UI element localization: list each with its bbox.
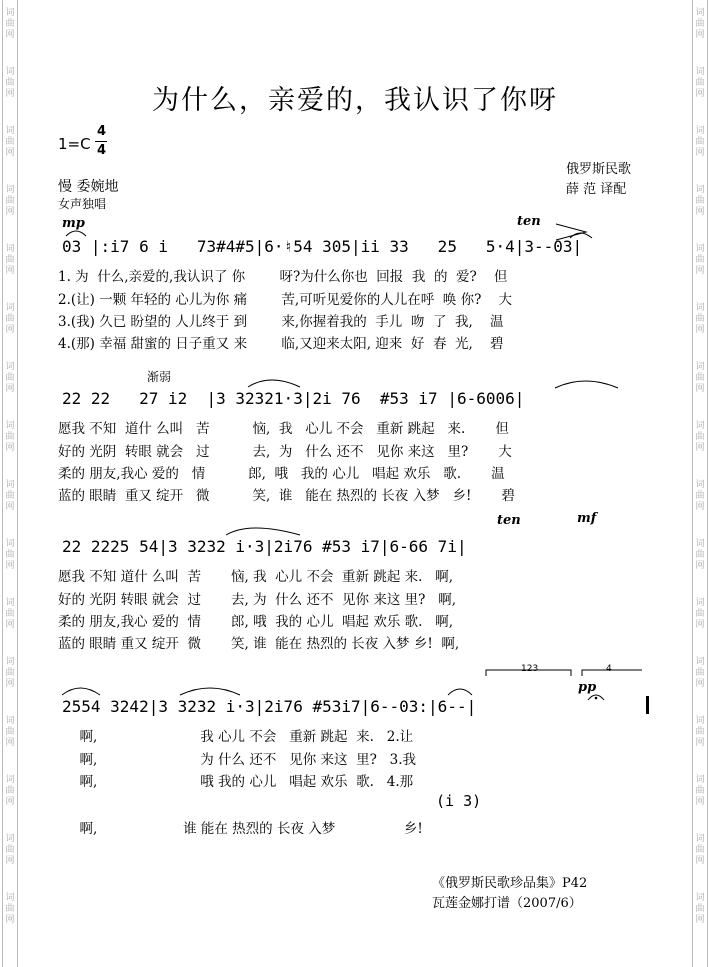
arranger: 薛 范 译配 xyxy=(566,182,627,197)
watermark-text: 词曲网 xyxy=(5,362,15,394)
volta-bracket-1 xyxy=(486,670,571,676)
notation-line: 22 22 27 i2 |3 32321·3|2i 76 #53 i7 |6-6006| xyxy=(62,389,525,408)
watermark-text: 词曲网 xyxy=(695,244,705,276)
lyric-line: 啊, 哦 我的 心儿 唱起 欢乐 歌. 4.那 xyxy=(58,774,414,790)
watermark-text: 词曲网 xyxy=(695,598,705,630)
time-signature-denominator: 4 xyxy=(97,143,107,158)
watermark-text: 词曲网 xyxy=(5,244,15,276)
tie-arc xyxy=(555,381,618,388)
watermark-text: 词曲网 xyxy=(5,539,15,571)
lyric-line: 1. 为 什么,亲爱的,我认识了 你 呀?为什么你也 回报 我 的 爱? 但 xyxy=(58,269,508,285)
lyric-line: 蓝的 眼睛 重又 绽开 微 笑, 谁 能在 热烈的 长夜 入梦 乡! 啊, xyxy=(58,636,460,652)
lyric-line: 愿我 不知 道什 么叫 苦 恼, 我 心儿 不会 重新 跳起 来. 但 xyxy=(58,421,509,437)
tempo-marking: 慢 委婉地 xyxy=(58,179,119,195)
dynamic-mp: mp xyxy=(62,216,85,231)
dynamic-pp: pp xyxy=(578,680,597,695)
tie-arc xyxy=(62,688,100,695)
alternate-notes: (i 3) xyxy=(436,792,482,810)
watermark-text: 词曲网 xyxy=(5,480,15,512)
dynamic-mf: mf xyxy=(577,511,597,526)
lyric-line: 2.(让) 一颗 年轻的 心儿为你 痛 苦,可听见爱你的人儿在呼 唤 你? 大 xyxy=(58,292,512,308)
lyric-line: 愿我 不知 道什 么叫 苦 恼, 我 心儿 不会 重新 跳起 来. 啊, xyxy=(58,569,454,585)
watermark-text: 词曲网 xyxy=(695,303,705,335)
lyric-line: 3.(我) 久已 盼望的 人儿终于 到 来,你握着我的 手儿 吻 了 我, 温 xyxy=(58,314,504,330)
watermark-text: 词曲网 xyxy=(5,834,15,866)
diminuendo-mark: 渐弱 xyxy=(147,370,172,384)
watermark-text: 词曲网 xyxy=(695,8,705,40)
watermark-text: 词曲网 xyxy=(695,67,705,99)
lyric-line: 啊, 我 心儿 不会 重新 跳起 来. 2.让 xyxy=(58,729,414,745)
lyric-line: 好的 光阴 转眼 就会 过 去, 为 什么 还不 见你 来这 里? 啊, xyxy=(58,592,457,608)
lyric-line: 4.(那) 幸福 甜蜜的 日子重又 来 临,又迎来太阳, 迎来 好 春 光, 碧 xyxy=(58,336,504,352)
voice-type: 女声独唱 xyxy=(58,197,107,211)
tie-arc xyxy=(66,231,86,236)
watermark-text: 词曲网 xyxy=(5,893,15,925)
watermark-text: 词曲网 xyxy=(695,775,705,807)
notation-line: 03 |:i7 6 i 73#4#5|6·♮54 305|ii 33 25 5·4|3--03| xyxy=(62,237,583,256)
tenuto-mark: ten xyxy=(497,513,521,528)
song-source: 俄罗斯民歌 xyxy=(566,162,632,177)
watermark-text: 词曲网 xyxy=(695,657,705,689)
watermark-text: 词曲网 xyxy=(5,67,15,99)
watermark-text: 词曲网 xyxy=(695,834,705,866)
watermark-text: 词曲网 xyxy=(695,362,705,394)
watermark-text: 词曲网 xyxy=(5,185,15,217)
watermark-text: 词曲网 xyxy=(695,185,705,217)
lyric-line: 蓝的 眼睛 重又 绽开 微 笑, 谁 能在 热烈的 长夜 入梦 乡! 碧 xyxy=(58,488,515,504)
lyric-line: 柔的 朋友,我心 爱的 情 郎, 哦 我的 心儿 唱起 欢乐 歌. 啊, xyxy=(58,614,454,630)
watermark-text: 词曲网 xyxy=(5,126,15,158)
watermark-text: 词曲网 xyxy=(5,598,15,630)
notation-line: 2554 3242|3 3232 i·3|2i76 #53i7|6--03:|6--| xyxy=(62,697,477,716)
watermark-text: 词曲网 xyxy=(5,716,15,748)
time-signature-numerator: 4 xyxy=(97,124,107,139)
lyric-line: 柔的 朋友,我心 爱的 情 郎, 哦 我的 心儿 唱起 欢乐 歌. 温 xyxy=(58,466,505,482)
song-title: 为什么，亲爱的，我认识了你呀 xyxy=(152,85,558,116)
volta-1-label: 123 xyxy=(521,664,539,674)
lyric-line: 好的 光阴 转眼 就会 过 去, 为 什么 还不 见你 来这 里? 大 xyxy=(58,444,512,460)
tenuto-mark: ten xyxy=(517,214,541,229)
watermark-text: 词曲网 xyxy=(5,657,15,689)
watermark-text: 词曲网 xyxy=(5,421,15,453)
watermark-text: 词曲网 xyxy=(695,716,705,748)
final-barline xyxy=(646,696,649,714)
tie-arc xyxy=(226,528,300,535)
watermark-text: 词曲网 xyxy=(695,126,705,158)
source-book: 《俄罗斯民歌珍品集》P42 xyxy=(432,876,588,891)
tie-arc xyxy=(180,688,240,695)
tie-arc xyxy=(448,689,472,695)
fermata-dot xyxy=(595,697,598,700)
watermark-text: 词曲网 xyxy=(5,8,15,40)
watermark-text: 词曲网 xyxy=(695,893,705,925)
watermark-text: 词曲网 xyxy=(695,539,705,571)
transcriber-credit: 瓦莲金娜打谱（2007/6） xyxy=(432,896,582,911)
watermark-text: 词曲网 xyxy=(695,421,705,453)
tie-arc xyxy=(248,380,300,387)
lyric-line: 啊, 为 什么 还不 见你 来这 里? 3.我 xyxy=(58,752,417,768)
volta-2-label: 4 xyxy=(606,664,612,674)
watermark-text: 词曲网 xyxy=(695,480,705,512)
key-signature: 1=C xyxy=(58,135,91,153)
watermark-text: 词曲网 xyxy=(5,303,15,335)
lyric-line: 啊, 谁 能在 热烈的 长夜 入梦 乡! xyxy=(58,821,423,837)
watermark-text: 词曲网 xyxy=(5,775,15,807)
notation-line: 22 2225 54|3 3232 i·3|2i76 #53 i7|6-66 7i| xyxy=(62,537,467,556)
volta-bracket-2 xyxy=(582,670,642,676)
